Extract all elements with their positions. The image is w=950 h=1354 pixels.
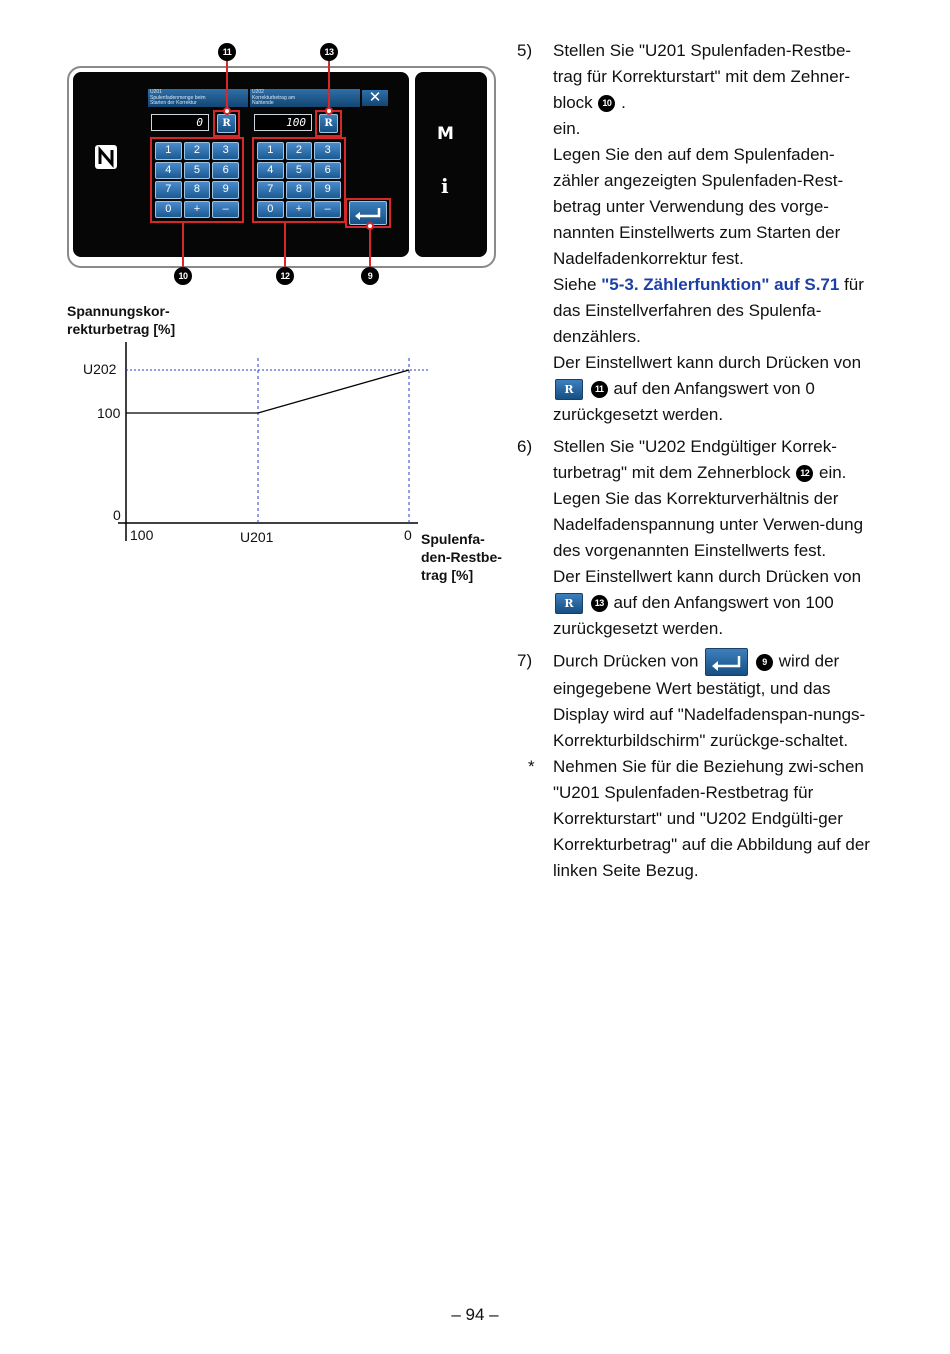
step-5-para4-end: für das Einstellverfahren des Spulenfa-denzählers. [553, 275, 864, 346]
counter-function-link[interactable]: "5-3. Zählerfunktion" auf S.71 [601, 275, 840, 294]
callout-13: 13 [320, 43, 338, 61]
enter-arrow-icon [706, 649, 747, 675]
key-plus[interactable]: + [286, 201, 313, 219]
callout-10: 10 [174, 267, 192, 285]
step-5-ref-11: 11 [591, 381, 608, 398]
key-2[interactable]: 2 [286, 142, 313, 160]
key-5[interactable]: 5 [184, 162, 211, 180]
step-7-para1 [553, 648, 877, 754]
u201-value-field[interactable]: 0 [151, 114, 209, 131]
y-tick-100: 100 [97, 405, 121, 421]
chart-ylabel-line2: rekturbetrag [%] [67, 321, 176, 337]
enter-button-icon [705, 648, 748, 676]
key-6[interactable]: 6 [212, 162, 239, 180]
step-5-para5 [553, 350, 877, 428]
key-6[interactable]: 6 [314, 162, 341, 180]
u202-code: U202 [252, 89, 264, 95]
step-6-para3-end: auf den Anfangswert von 100 zurückgesetzt werden. [553, 593, 834, 638]
step-6-para2: Legen Sie das Korrekturverhältnis der Nadelfadenspannung unter Verwen-dung des vorgenannten Einstellwerts fest. [553, 489, 864, 560]
step-6-para1 [553, 434, 877, 486]
u201-code: U201 [150, 89, 162, 95]
key-2[interactable]: 2 [184, 142, 211, 160]
step-5-para5-end: auf den Anfangswert von 0 zurückgesetzt werden. [553, 379, 815, 424]
key-9[interactable]: 9 [314, 181, 341, 199]
step-5-para4-text: Siehe [553, 275, 597, 294]
chart-xlabel-line1: Spulenfa- [421, 531, 485, 547]
reset-button-icon: R [555, 379, 583, 400]
key-9[interactable]: 9 [212, 181, 239, 199]
key-minus[interactable]: – [212, 201, 239, 219]
step-6-para1-end: ein. [819, 463, 847, 482]
key-4[interactable]: 4 [257, 162, 284, 180]
step-7-para1-text: Durch Drücken von [553, 651, 699, 671]
u202-title-line2: Nahtende [252, 100, 274, 106]
step-6-para3 [553, 564, 877, 642]
u202-reset-button[interactable]: R [319, 114, 338, 133]
chart-xlabel-line3: trag [%] [421, 567, 474, 583]
chart-ylabel-line1: Spannungskor- [67, 303, 170, 319]
key-4[interactable]: 4 [155, 162, 182, 180]
step-5-para4 [553, 272, 877, 350]
step-5-ref-10: 10 [598, 95, 615, 112]
step-6-para1-text: Stellen Sie "U202 Endgültiger Korrek-turbetrag" mit dem Zehnerblock [553, 437, 837, 482]
info-button[interactable]: i [441, 174, 449, 198]
step-6-ref-12: 12 [796, 465, 813, 482]
u201-reset-button[interactable]: R [217, 114, 236, 133]
note-mark: * [528, 757, 535, 776]
key-1[interactable]: 1 [257, 142, 284, 160]
key-minus[interactable]: – [314, 201, 341, 219]
x-tick-0: 0 [404, 527, 412, 543]
step-6-ref-13: 13 [591, 595, 608, 612]
step-5-para5-text: Der Einstellwert kann durch Drücken von [553, 353, 862, 372]
step-5-para3: Legen Sie den auf dem Spulenfaden-zähler angezeigten Spulenfaden-Rest-betrag unter Verwendung des vorge-nannten Einstellwerts zum Starten der Nadelfadenkorrektur fest. [553, 145, 844, 268]
close-button[interactable]: ✕ [362, 90, 388, 106]
chart-xlabel [421, 530, 502, 584]
step-5-para1-end: . [621, 93, 626, 112]
step-5-para1 [553, 38, 877, 116]
callout-11: 11 [218, 43, 236, 61]
key-3[interactable]: 3 [212, 142, 239, 160]
step-6-para3-text: Der Einstellwert kann durch Drücken von [553, 567, 862, 586]
mode-button[interactable]: M [437, 124, 454, 144]
reset-button-icon: R [555, 593, 583, 614]
key-7[interactable]: 7 [257, 181, 284, 199]
step-5-para2: ein. [553, 119, 581, 138]
step-7-ref-9: 9 [756, 654, 773, 671]
key-1[interactable]: 1 [155, 142, 182, 160]
page-number: – 94 – [451, 1305, 499, 1324]
note [517, 754, 877, 884]
correction-line [126, 370, 409, 413]
key-plus[interactable]: + [184, 201, 211, 219]
callout-12: 12 [276, 267, 294, 285]
key-5[interactable]: 5 [286, 162, 313, 180]
x-tick-100: 100 [130, 527, 154, 543]
x-tick-u201: U201 [240, 529, 274, 545]
step-7 [517, 648, 877, 754]
note-text: Nehmen Sie für die Beziehung zwi-schen "U201 Spulenfaden-Restbetrag für Korrekturstart" und "U202 Endgülti-ger Korrekturbetrag" auf die Abbildung auf der linken Seite Bezug. [553, 757, 870, 880]
correction-chart [0, 0, 520, 600]
u202-value-field[interactable]: 100 [254, 114, 312, 131]
u201-title-line2: Starten der Korrektur [150, 100, 197, 106]
key-8[interactable]: 8 [184, 181, 211, 199]
u201-title-line1: Spulenfadenmenge beim [150, 94, 206, 101]
step-5-para1-text: Stellen Sie "U201 Spulenfaden-Restbe-trag für Korrekturstart" mit dem Zehner-block [553, 41, 852, 112]
key-3[interactable]: 3 [314, 142, 341, 160]
y-tick-u202: U202 [83, 361, 117, 377]
key-7[interactable]: 7 [155, 181, 182, 199]
key-0[interactable]: 0 [155, 201, 182, 219]
u202-title-line1: Korrekturbetrag am [252, 94, 296, 101]
chart-xlabel-line2: den-Restbe- [421, 549, 502, 565]
key-8[interactable]: 8 [286, 181, 313, 199]
step-5 [517, 38, 877, 428]
step-6-number: 6) [517, 437, 533, 456]
step-7-para1-end: wird der eingegebene Wert bestätigt, und das Display wird auf "Nadelfadenspan-nungs-Korrekturbildschirm" zurückge-schaltet. [553, 651, 866, 750]
step-5-number: 5) [517, 41, 533, 60]
callout-9: 9 [361, 267, 379, 285]
key-0[interactable]: 0 [257, 201, 284, 219]
instruction-column [517, 38, 877, 884]
y-tick-0: 0 [113, 507, 121, 523]
step-7-number: 7) [517, 651, 533, 670]
step-6 [517, 434, 877, 642]
